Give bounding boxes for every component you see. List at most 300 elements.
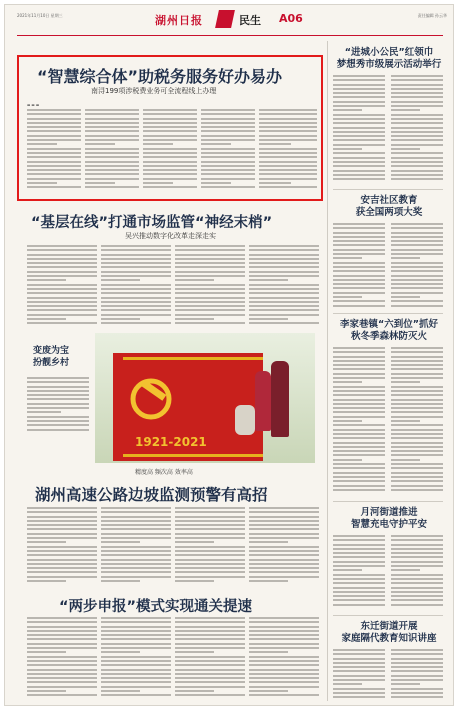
text-line — [27, 130, 81, 132]
text-line — [333, 666, 385, 668]
text-line — [333, 485, 385, 487]
text-line — [101, 262, 171, 264]
text-line — [391, 454, 443, 456]
text-line — [333, 433, 385, 435]
text-line — [85, 173, 139, 175]
text-line — [333, 582, 385, 584]
text-line — [391, 223, 443, 225]
text-line — [391, 270, 443, 272]
text-line — [101, 664, 171, 666]
text-line — [391, 463, 443, 465]
text-line — [391, 96, 443, 98]
text-line — [27, 113, 81, 115]
sidebar-story2-col-1 — [333, 223, 385, 311]
text-line — [201, 152, 255, 154]
text-line — [391, 658, 443, 660]
text-line — [27, 621, 97, 623]
text-line — [333, 544, 385, 546]
text-line — [259, 139, 317, 141]
text-line — [259, 165, 317, 167]
text-line — [249, 524, 319, 526]
text-line — [85, 130, 139, 132]
text-line — [85, 152, 139, 154]
text-line — [333, 565, 385, 567]
text-line — [27, 681, 97, 683]
text-line — [101, 511, 171, 513]
text-line — [175, 528, 245, 530]
text-line — [175, 656, 245, 658]
text-line — [333, 670, 385, 672]
text-line — [333, 253, 385, 255]
text-line — [333, 420, 362, 422]
text-line — [27, 694, 97, 696]
text-line — [201, 148, 255, 150]
text-line — [391, 79, 443, 81]
text-line — [101, 520, 171, 522]
text-line — [259, 186, 317, 188]
text-line — [101, 621, 171, 623]
text-line — [333, 144, 385, 146]
text-line — [391, 244, 443, 246]
text-line — [249, 507, 319, 509]
text-line — [333, 539, 385, 541]
text-line — [101, 275, 171, 277]
text-line — [333, 463, 385, 465]
text-line — [101, 660, 171, 662]
text-line — [175, 669, 245, 671]
text-line — [333, 578, 385, 580]
text-line — [391, 679, 443, 681]
text-line — [101, 638, 171, 640]
text-line — [101, 567, 171, 569]
text-line — [391, 135, 443, 137]
sidebar-story3-col-1 — [333, 347, 385, 497]
text-line — [249, 643, 319, 645]
text-line — [175, 266, 245, 268]
text-line — [333, 88, 385, 90]
text-line — [175, 677, 245, 679]
text-line — [333, 480, 385, 482]
text-line — [333, 696, 385, 698]
text-line — [175, 284, 245, 286]
text-line — [101, 634, 171, 636]
text-line — [143, 169, 197, 171]
text-line — [175, 643, 245, 645]
text-line — [27, 258, 97, 260]
text-line — [333, 232, 385, 234]
text-line — [101, 279, 140, 281]
text-line — [27, 533, 97, 535]
text-line — [85, 178, 139, 180]
text-line — [175, 262, 245, 264]
text-line — [259, 130, 317, 132]
text-line — [27, 126, 81, 128]
text-line — [101, 626, 171, 628]
text-line — [249, 279, 288, 281]
text-line — [101, 643, 171, 645]
text-line — [85, 126, 139, 128]
banner-years: 1921-2021 — [135, 435, 207, 449]
story4-col-1 — [27, 617, 97, 699]
text-line — [27, 617, 97, 619]
text-line — [27, 165, 81, 167]
text-line — [333, 287, 385, 289]
text-line — [333, 437, 385, 439]
text-line — [175, 524, 245, 526]
text-line — [333, 574, 385, 576]
text-line — [27, 314, 97, 316]
text-line — [391, 283, 443, 285]
text-line — [333, 489, 385, 491]
story2-subheadline: 吴兴推动数字化改革走深走实 — [125, 232, 216, 240]
text-line — [333, 535, 385, 537]
text-line — [333, 662, 385, 664]
text-line — [27, 152, 81, 154]
text-line — [333, 552, 385, 554]
text-line — [101, 546, 171, 548]
text-line — [391, 666, 443, 668]
text-line — [27, 143, 57, 145]
text-line — [391, 360, 443, 362]
text-line — [333, 683, 362, 685]
text-line — [333, 165, 385, 167]
text-line — [333, 390, 385, 392]
text-line — [391, 437, 443, 439]
text-line — [101, 580, 140, 582]
text-line — [333, 381, 362, 383]
text-line — [27, 275, 97, 277]
text-line — [27, 156, 81, 158]
text-line — [101, 288, 171, 290]
text-line — [101, 292, 171, 294]
text-line — [249, 284, 319, 286]
text-line — [391, 240, 443, 242]
text-line — [259, 126, 317, 128]
text-line — [333, 679, 385, 681]
text-line — [333, 476, 385, 478]
text-line — [391, 472, 443, 474]
person-2 — [271, 361, 289, 437]
text-line — [175, 647, 245, 649]
text-line — [391, 227, 443, 229]
text-line — [391, 424, 443, 426]
text-line — [333, 105, 385, 107]
text-line — [391, 386, 443, 388]
text-line — [391, 420, 420, 422]
text-line — [27, 541, 66, 543]
text-line — [333, 244, 385, 246]
text-line — [85, 139, 139, 141]
text-line — [27, 288, 97, 290]
text-line — [175, 686, 245, 688]
text-line — [27, 178, 81, 180]
text-line — [175, 576, 245, 578]
text-line — [101, 245, 171, 247]
section-name: 民生 — [239, 14, 261, 27]
text-line — [175, 673, 245, 675]
text-line — [85, 148, 139, 150]
story2-col-2 — [101, 245, 171, 329]
text-line — [85, 143, 115, 145]
text-line — [391, 152, 443, 154]
text-line — [391, 84, 443, 86]
text-line — [391, 556, 443, 558]
text-line — [85, 186, 139, 188]
text-line — [101, 563, 171, 565]
text-line — [249, 258, 319, 260]
text-line — [391, 266, 443, 268]
text-line — [27, 424, 89, 426]
text-line — [101, 318, 140, 320]
text-line — [391, 381, 420, 383]
text-line — [175, 309, 245, 311]
text-line — [333, 446, 385, 448]
text-line — [27, 245, 97, 247]
text-line — [391, 236, 443, 238]
text-line — [27, 550, 97, 552]
text-line — [249, 673, 319, 675]
text-line — [249, 297, 319, 299]
text-line — [391, 356, 443, 358]
text-line — [85, 165, 139, 167]
text-line — [333, 114, 385, 116]
text-line — [249, 520, 319, 522]
text-line — [259, 182, 291, 184]
sidebar-story1-title: “进城小公民”红领巾 梦想秀市级展示活动举行 — [336, 47, 442, 70]
text-line — [333, 599, 385, 601]
text-line — [259, 109, 317, 111]
text-line — [333, 131, 385, 133]
text-line — [101, 537, 171, 539]
text-line — [333, 595, 385, 597]
text-line — [333, 296, 362, 298]
text-line — [333, 170, 385, 172]
text-line — [101, 690, 140, 692]
header-rule — [17, 35, 443, 36]
text-line — [27, 271, 97, 273]
text-line — [143, 143, 173, 145]
text-line — [391, 604, 443, 606]
text-line — [201, 118, 255, 120]
text-line — [143, 126, 197, 128]
text-line — [249, 690, 288, 692]
text-line — [333, 454, 385, 456]
lead-col-2 — [85, 109, 139, 193]
text-line — [143, 148, 197, 150]
text-line — [101, 309, 171, 311]
text-line — [333, 658, 385, 660]
text-line — [391, 569, 420, 571]
text-line — [249, 318, 288, 320]
text-line — [391, 373, 443, 375]
text-line — [249, 656, 319, 658]
text-line — [391, 394, 443, 396]
text-line — [101, 550, 171, 552]
text-line — [391, 300, 443, 302]
text-line — [249, 511, 319, 513]
text-line — [101, 686, 171, 688]
text-line — [175, 690, 214, 692]
text-line — [391, 411, 443, 413]
text-line — [27, 576, 97, 578]
text-line — [27, 381, 89, 383]
text-line — [249, 580, 288, 582]
text-line — [333, 118, 385, 120]
text-line — [391, 683, 420, 685]
text-line — [175, 694, 245, 696]
text-line — [27, 254, 97, 256]
text-line — [27, 524, 97, 526]
text-line — [333, 292, 385, 294]
text-line — [391, 480, 443, 482]
text-line — [101, 322, 171, 324]
text-line — [249, 314, 319, 316]
text-line — [27, 301, 97, 303]
text-line — [101, 677, 171, 679]
text-line — [391, 489, 443, 491]
text-line — [249, 516, 319, 518]
text-line — [101, 571, 171, 573]
text-line — [27, 279, 66, 281]
story4-headline: “两步申报”模式实现通关提速 — [59, 599, 253, 615]
text-line — [27, 643, 97, 645]
text-line — [85, 109, 139, 111]
text-line — [391, 92, 443, 94]
text-line — [143, 130, 197, 132]
sidebar-story5-col-1 — [333, 649, 385, 701]
text-line — [249, 554, 319, 556]
text-line — [175, 546, 245, 548]
text-line — [249, 694, 319, 696]
text-line — [391, 296, 420, 298]
text-line — [27, 686, 97, 688]
text-line — [175, 258, 245, 260]
text-line — [175, 681, 245, 683]
text-line — [333, 675, 385, 677]
photo-caption-text — [27, 377, 89, 437]
text-line — [391, 485, 443, 487]
text-line — [333, 472, 385, 474]
text-line — [333, 300, 385, 302]
text-line — [143, 161, 197, 163]
text-line — [391, 662, 443, 664]
text-line — [249, 630, 319, 632]
text-line — [27, 677, 97, 679]
text-line — [391, 122, 443, 124]
sidebar-story3-col-2 — [391, 347, 443, 497]
text-line — [333, 148, 362, 150]
text-line — [249, 292, 319, 294]
lead-byline: ▬ ▬ ▬ — [27, 103, 40, 107]
text-line — [27, 626, 97, 628]
text-line — [391, 416, 443, 418]
page-number: A06 — [279, 12, 303, 25]
text-line — [143, 113, 197, 115]
text-line — [175, 571, 245, 573]
text-line — [101, 559, 171, 561]
text-line — [333, 399, 385, 401]
text-line — [333, 266, 385, 268]
text-line — [175, 621, 245, 623]
story3-headline: 湖州高速公路边坡监测预警有高招 — [35, 486, 268, 504]
text-line — [391, 275, 443, 277]
text-line — [85, 156, 139, 158]
sidebar-story4-col-1 — [333, 535, 385, 611]
text-line — [101, 258, 171, 260]
text-line — [333, 569, 362, 571]
text-line — [333, 96, 385, 98]
text-line — [27, 511, 97, 513]
text-line — [27, 567, 97, 569]
sidebar-story2-col-2 — [391, 223, 443, 311]
text-line — [333, 591, 385, 593]
text-line — [249, 301, 319, 303]
text-line — [391, 174, 443, 176]
text-line — [391, 249, 443, 251]
text-line — [27, 148, 81, 150]
text-line — [391, 649, 443, 651]
story3-col-1 — [27, 507, 97, 587]
text-line — [391, 364, 443, 366]
story4-col-3 — [175, 617, 245, 699]
masthead — [155, 10, 445, 32]
text-line — [27, 660, 97, 662]
text-line — [175, 651, 214, 653]
text-line — [333, 139, 385, 141]
text-line — [333, 92, 385, 94]
text-line — [333, 75, 385, 77]
text-line — [175, 245, 245, 247]
text-line — [27, 647, 97, 649]
text-line — [175, 271, 245, 273]
text-line — [143, 165, 197, 167]
text-line — [333, 262, 385, 264]
text-line — [143, 152, 197, 154]
text-line — [249, 617, 319, 619]
text-line — [249, 563, 319, 565]
text-line — [27, 546, 97, 548]
text-line — [391, 403, 443, 405]
text-line — [101, 254, 171, 256]
lead-col-1 — [27, 109, 81, 193]
text-line — [259, 113, 317, 115]
text-line — [101, 541, 140, 543]
text-line — [201, 109, 255, 111]
text-line — [259, 152, 317, 154]
text-line — [391, 148, 420, 150]
text-line — [201, 122, 255, 124]
text-line — [391, 587, 443, 589]
text-line — [175, 318, 214, 320]
story3-col-3 — [175, 507, 245, 587]
text-line — [27, 297, 97, 299]
text-line — [175, 541, 214, 543]
lead-headline: “智慧综合体”助税务服务好办易办 — [37, 67, 283, 86]
text-line — [175, 520, 245, 522]
text-line — [201, 130, 255, 132]
lead-col-4 — [201, 109, 255, 193]
text-line — [391, 305, 443, 307]
text-line — [27, 403, 89, 405]
text-line — [333, 467, 385, 469]
text-line — [391, 139, 443, 141]
text-line — [333, 429, 385, 431]
text-line — [175, 563, 245, 565]
text-line — [333, 653, 385, 655]
text-line — [249, 664, 319, 666]
text-line — [27, 416, 89, 418]
text-line — [249, 262, 319, 264]
